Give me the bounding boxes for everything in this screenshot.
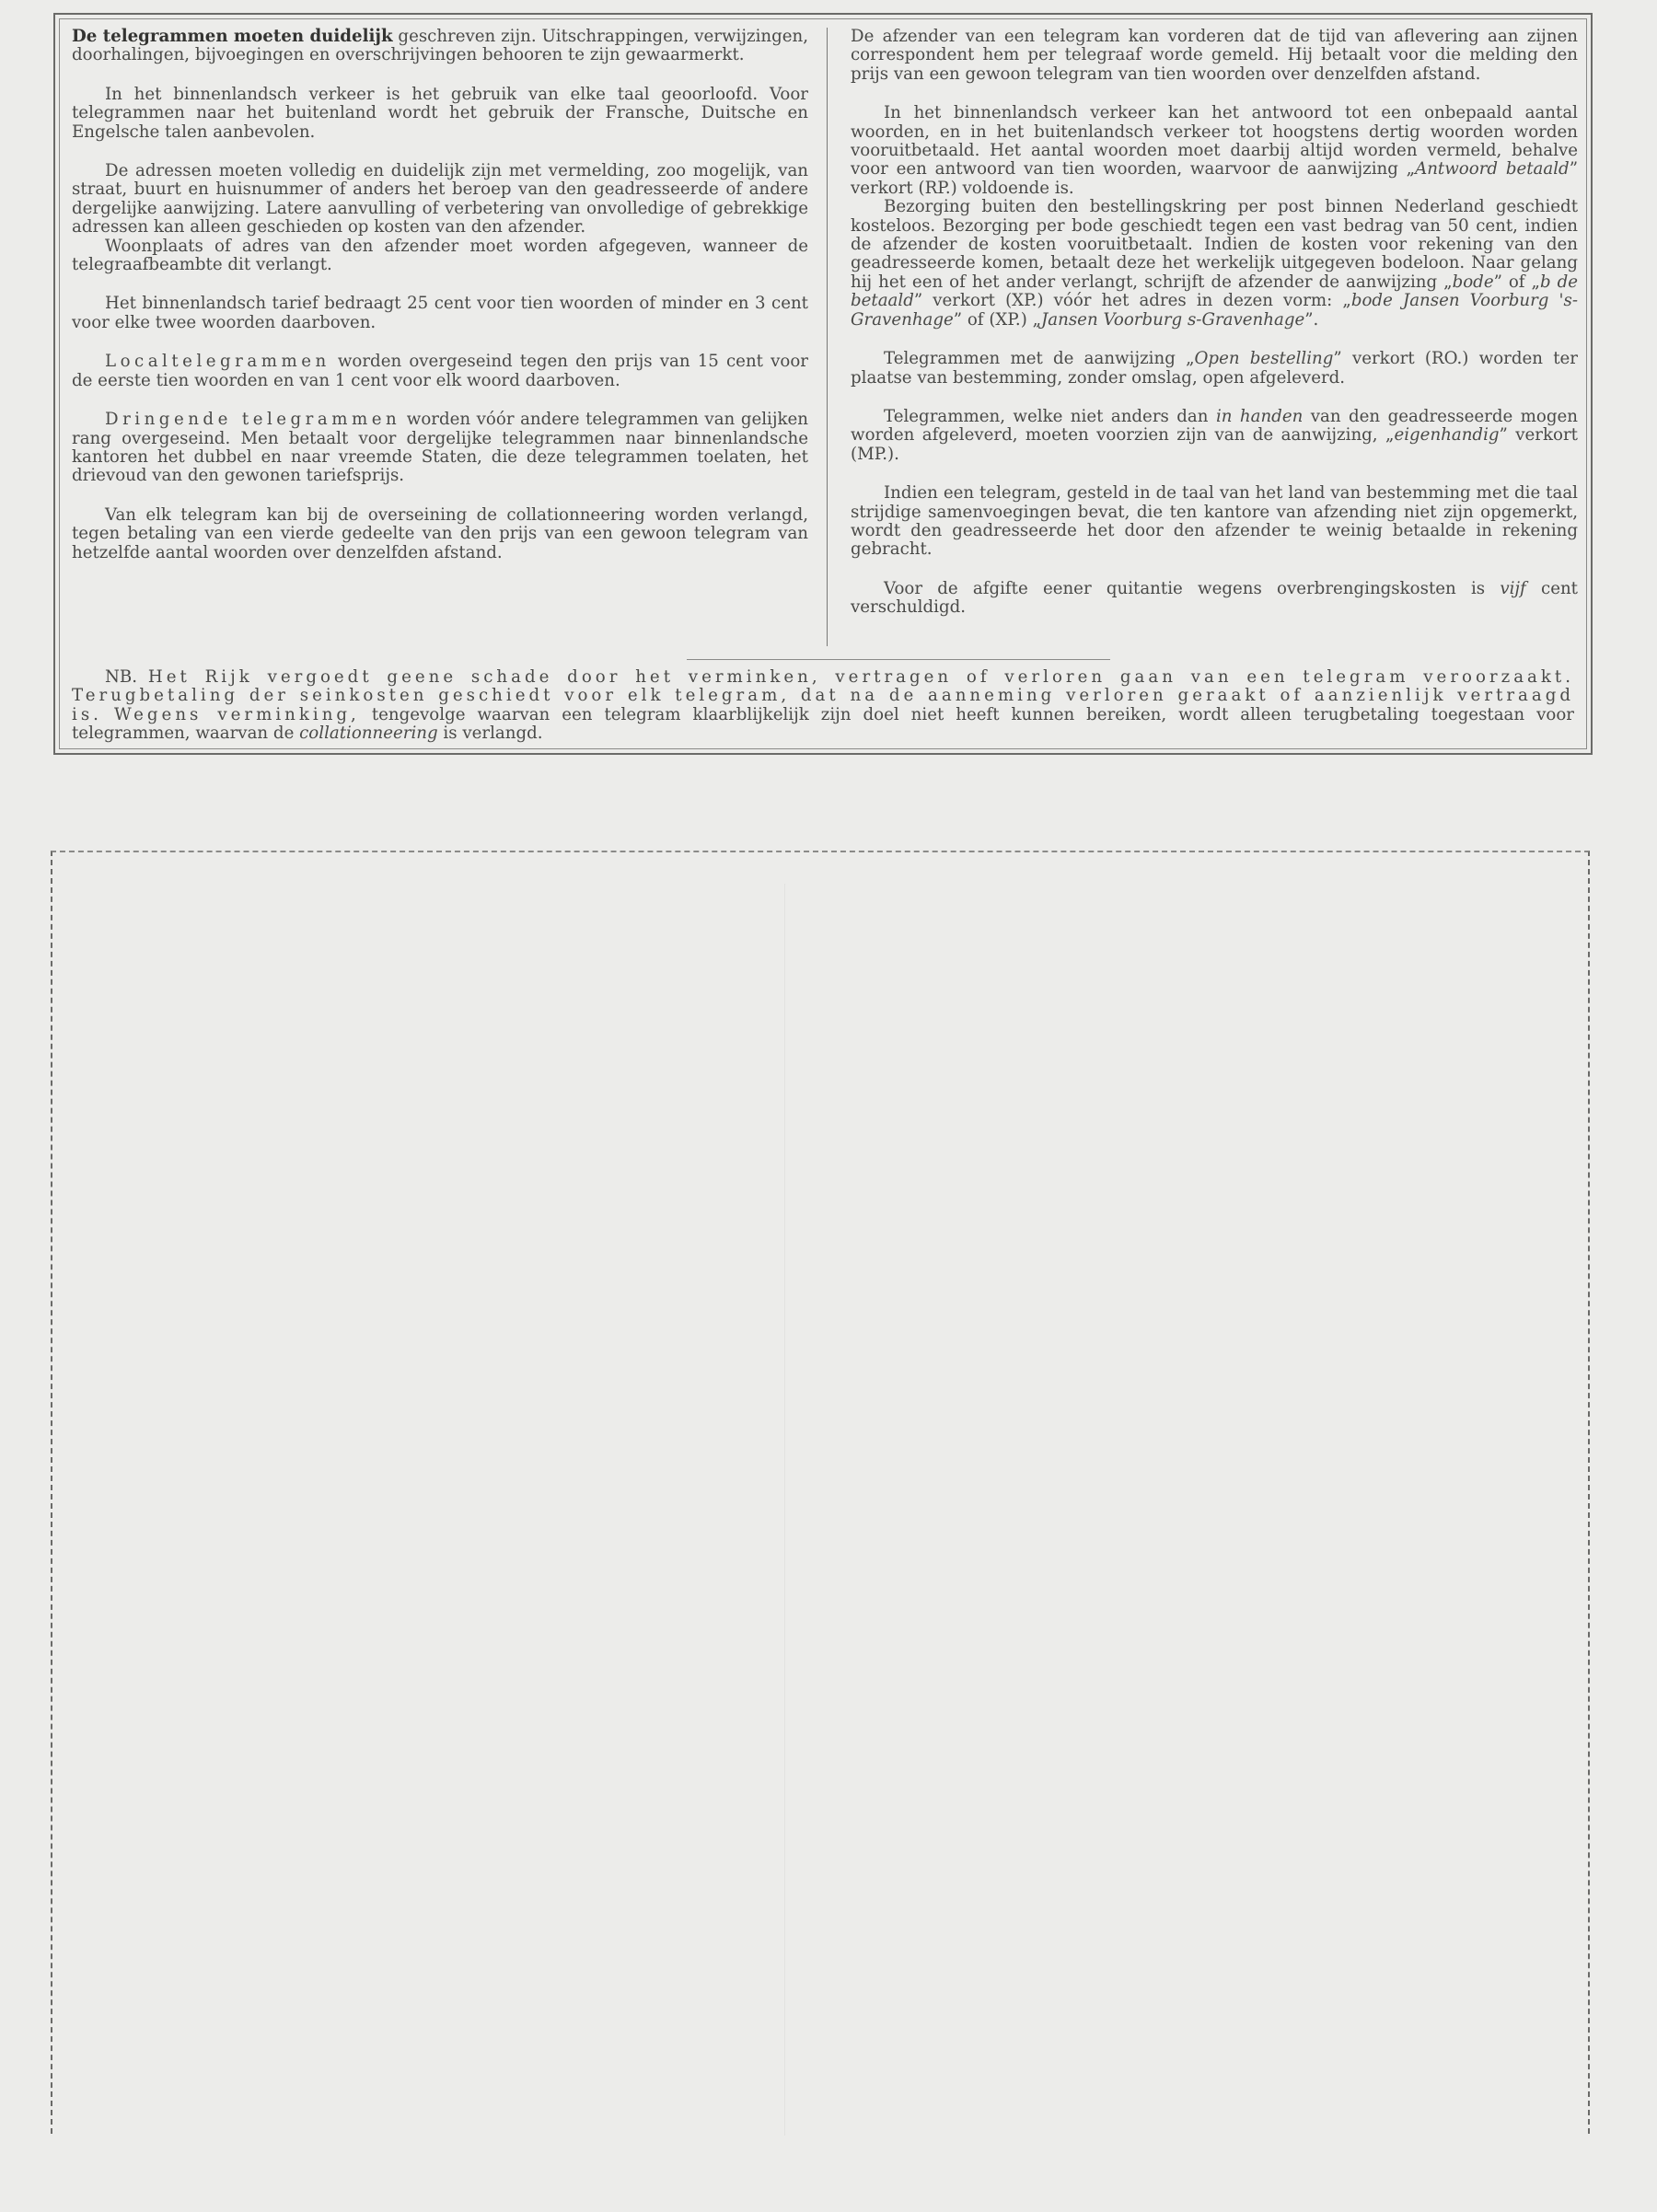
paragraph-language-mismatch: Indien een telegram, gesteld in de taal van het land van bestemming met die taal strijdige samenvoegingen bevat, die ten kantore van afzending niet zijn opgemerkt, wordt den geadresseerde het door den afzender te weinig betaalde in rekening gebracht. — [851, 483, 1578, 560]
paragraph-collation: Van elk telegram kan bij de overseining de collationneering worden verlangd, tegen betaling van een vierde gedeelte van den prijs van een gewoon telegram van hetzelfde aantal woorden over denzelfden afstand. — [72, 504, 808, 562]
paragraph-legibility: De telegrammen moeten duidelijk geschreven zijn. Uitschrappingen, verwijzingen, doorhalingen, bijvoegingen en overschrijvingen behooren te zijn gewaarmerkt. — [72, 27, 808, 65]
paragraph-receipt-fee: Voor de afgifte eener quitantie wegens overbrengingskosten is vijf cent verschuldigd. — [851, 578, 1578, 618]
paragraph-urgent-telegrams: Dringende telegrammen worden vóór andere telegrammen van gelijken rang overgeseind. Men betaalt voor dergelijke telegrammen naar binnenlandsche kantoren het dubbel en naar vreemde Staten, die deze telegrammen toelaten, het drievoud van den gewonen tariefsprijs. — [72, 410, 808, 486]
paragraph-prepaid-reply: In het binnenlandsch verkeer kan het antwoord tot een onbepaald aantal woorden, en in het buitenlandsch verkeer tot hoogstens dertig woorden worden vooruitbetaald. Het aantal woorden moet daarbij altijd worden vermeld, behalve voor een antwoord van tien woorden, waarvoor de aanwijzing „Antwoord betaald” verkort (RP.) voldoende is. — [851, 103, 1578, 198]
paragraph-domestic-tariff: Het binnenlandsch tarief bedraagt 25 cent voor tien woorden of minder en 3 cent voor elke twee woorden daarboven. — [72, 294, 808, 332]
instructions-left-column — [72, 28, 808, 583]
column-divider — [827, 28, 828, 646]
paragraph-open-delivery: Telegrammen met de aanwijzing „Open bestelling” verkort (RO.) worden ter plaatse van bestemming, zonder omslag, open afgeleverd. — [851, 349, 1578, 388]
nota-bene-label: NB. — [105, 667, 138, 687]
paragraph-lead: De telegrammen moeten duidelijk — [72, 27, 393, 46]
separator-rule — [687, 659, 1110, 660]
nota-bene: NB. Het Rijk vergoedt geene schade door het verminken, vertragen of verloren gaan van een telegram veroorzaakt. Terugbetaling der seinkosten geschiedt voor elk telegram, dat na de aanneming verloren geraakt of aanzienlijk vertraagd is. Wegens verminking, tengevolge waarvan een telegram klaarblijkelijk zijn doel niet heeft kunnen bereiken, wordt alleen terugbetaling toegestaan voor telegrammen, waarvan de collationneering is verlangd. — [72, 667, 1574, 744]
paragraph-addresses: De adressen moeten volledig en duidelijk zijn met vermelding, zoo mogelijk, van straat, buurt en huisnummer of anders het beroep van den geadresseerde of andere dergelijke aanwijzing. Latere aanvulling of verbetering van onvolledige of gebrekkige adressen kan alleen geschieden op kosten van den afzender. — [72, 161, 808, 237]
fold-crease — [784, 884, 785, 2136]
instructions-right-column — [851, 28, 1578, 638]
paragraph-local-telegrams: Localtelegrammen worden overgeseind tegen den prijs van 15 cent voor de eerste tien woorden en van 1 cent voor elk woord daarboven. — [72, 352, 808, 390]
paragraph-delivery-by-messenger: Bezorging buiten den bestellingskring per post binnen Nederland geschiedt kosteloos. Bezorging per bode geschiedt tegen een vast bedrag van 50 cent, indien de afzender de kosten vooruitbetaalt. Indien de kosten voor rekening van den geadresseerde komen, betaalt deze het werkelijk uitgegeven bodeloon. Naar gelang hij het een of het ander verlangt, schrijft de afzender de aanwijzing „bode” of „b de betaald” verkort (XP.) vóór het adres in dezen vorm: „bode Jansen Voorburg 's-Gravenhage” of (XP.) „Jansen Voorburg s-Gravenhage”. — [851, 197, 1578, 330]
paragraph-delivery-notice: De afzender van een telegram kan vorderen dat de tijd van aflevering aan zijnen correspondent hem per telegraaf worde gemeld. Hij betaalt voor die melding den prijs van een gewoon telegram van tien woorden over denzelfden afstand. — [851, 27, 1578, 84]
instructions-box — [53, 13, 1593, 755]
paragraph-language: In het binnenlandsch verkeer is het gebruik van elke taal geoorloofd. Voor telegrammen naar het buitenland wordt het gebruik der Fransche, Duitsche en Engelsche talen aanbevolen. — [72, 84, 808, 142]
paragraph-personal-delivery: Telegrammen, welke niet anders dan in handen van den geadresseerde mogen worden afgeleverd, moeten voorzien zijn van de aanwijzing, „eigenhandig” verkort (MP.). — [851, 406, 1578, 464]
paragraph-sender-address: Woonplaats of adres van den afzender moet worden afgegeven, wanneer de telegraafbeambte dit verlangt. — [72, 236, 808, 275]
blank-form-frame — [51, 851, 1590, 2134]
